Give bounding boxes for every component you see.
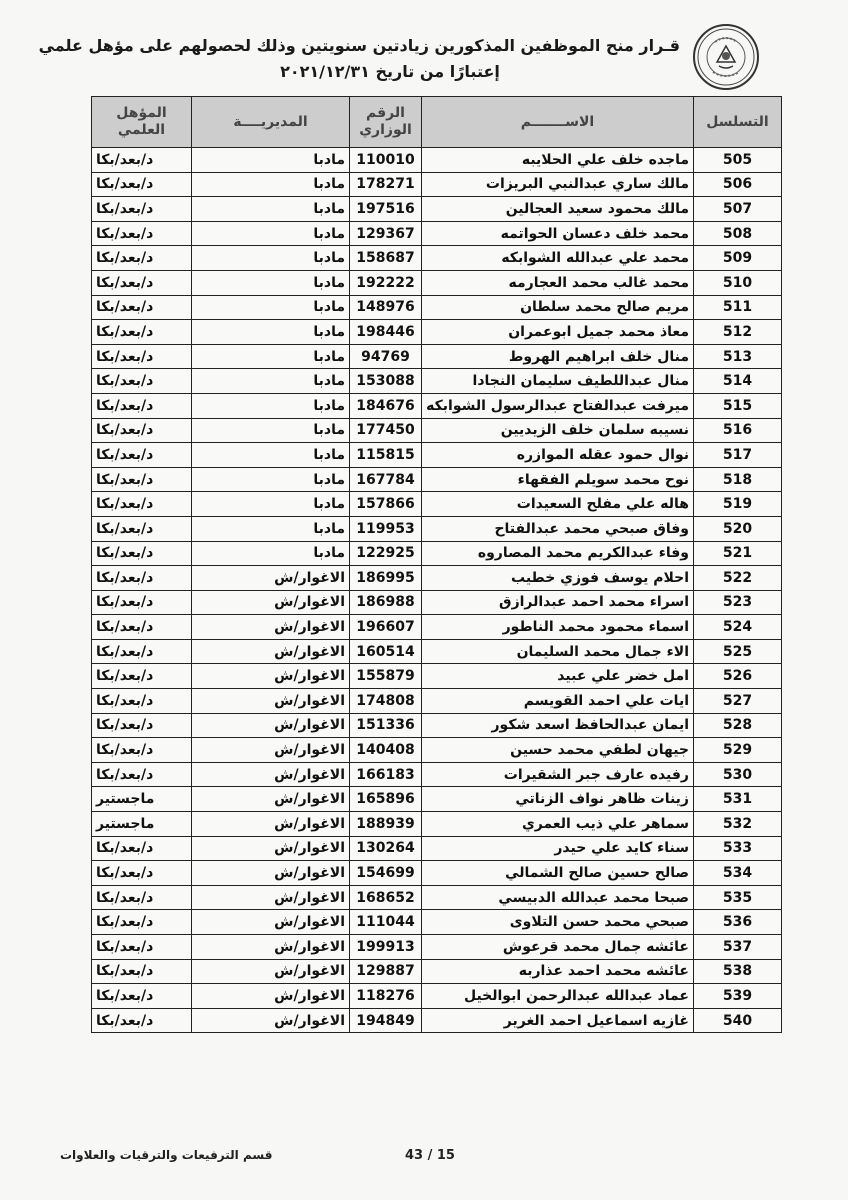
table-row bbox=[92, 787, 782, 812]
cell-seq: 531 bbox=[694, 787, 782, 812]
table-row bbox=[92, 910, 782, 935]
cell-qualification: د/بعد/بكا bbox=[92, 639, 192, 664]
cell-name: وفاء عبدالكريم محمد المصاروه bbox=[422, 541, 694, 566]
column-header-number-line1: الرقم bbox=[366, 105, 405, 121]
cell-qualification: د/بعد/بكا bbox=[92, 492, 192, 517]
cell-directorate: الاغوار/ش bbox=[192, 639, 350, 664]
cell-number: 174808 bbox=[350, 689, 422, 714]
cell-number: 115815 bbox=[350, 443, 422, 468]
cell-seq: 514 bbox=[694, 369, 782, 394]
table-body bbox=[92, 148, 782, 1033]
cell-name: الاء جمال محمد السليمان bbox=[422, 639, 694, 664]
cell-seq: 525 bbox=[694, 639, 782, 664]
cell-directorate: مادبا bbox=[192, 443, 350, 468]
cell-number: 130264 bbox=[350, 836, 422, 861]
cell-seq: 506 bbox=[694, 172, 782, 197]
cell-number: 118276 bbox=[350, 984, 422, 1009]
cell-number: 188939 bbox=[350, 812, 422, 837]
cell-directorate: مادبا bbox=[192, 197, 350, 222]
cell-number: 94769 bbox=[350, 344, 422, 369]
table-row bbox=[92, 590, 782, 615]
cell-name: جيهان لطفي محمد حسين bbox=[422, 738, 694, 763]
cell-seq: 527 bbox=[694, 689, 782, 714]
cell-seq: 530 bbox=[694, 762, 782, 787]
column-header-directorate: المديريــــة bbox=[192, 97, 350, 148]
table-row bbox=[92, 270, 782, 295]
column-header-number-line2: الوزاري bbox=[359, 122, 412, 138]
cell-name: عائشه جمال محمد قرعوش bbox=[422, 935, 694, 960]
cell-seq: 522 bbox=[694, 566, 782, 591]
column-header-name: الاســـــــم bbox=[422, 97, 694, 148]
cell-directorate: مادبا bbox=[192, 418, 350, 443]
cell-name: رفيده عارف جبر الشقيرات bbox=[422, 762, 694, 787]
cell-directorate: مادبا bbox=[192, 221, 350, 246]
cell-number: 160514 bbox=[350, 639, 422, 664]
cell-seq: 529 bbox=[694, 738, 782, 763]
cell-number: 158687 bbox=[350, 246, 422, 271]
cell-qualification: د/بعد/بكا bbox=[92, 320, 192, 345]
cell-directorate: الاغوار/ش bbox=[192, 738, 350, 763]
table-row bbox=[92, 197, 782, 222]
cell-name: اسراء محمد احمد عبدالرازق bbox=[422, 590, 694, 615]
cell-number: 177450 bbox=[350, 418, 422, 443]
table-row bbox=[92, 443, 782, 468]
table-row bbox=[92, 320, 782, 345]
cell-seq: 540 bbox=[694, 1008, 782, 1033]
cell-number: 186995 bbox=[350, 566, 422, 591]
cell-qualification: د/بعد/بكا bbox=[92, 836, 192, 861]
cell-directorate: مادبا bbox=[192, 172, 350, 197]
cell-directorate: مادبا bbox=[192, 320, 350, 345]
cell-qualification: د/بعد/بكا bbox=[92, 689, 192, 714]
table-row bbox=[92, 812, 782, 837]
cell-name: هاله علي مفلح السعيدات bbox=[422, 492, 694, 517]
table-row bbox=[92, 246, 782, 271]
table-header-row bbox=[92, 97, 782, 148]
cell-directorate: الاغوار/ش bbox=[192, 984, 350, 1009]
cell-seq: 507 bbox=[694, 197, 782, 222]
cell-seq: 508 bbox=[694, 221, 782, 246]
cell-qualification: د/بعد/بكا bbox=[92, 393, 192, 418]
cell-qualification: د/بعد/بكا bbox=[92, 910, 192, 935]
cell-directorate: الاغوار/ش bbox=[192, 885, 350, 910]
cell-directorate: الاغوار/ش bbox=[192, 812, 350, 837]
cell-directorate: الاغوار/ش bbox=[192, 615, 350, 640]
cell-seq: 517 bbox=[694, 443, 782, 468]
cell-qualification: د/بعد/بكا bbox=[92, 270, 192, 295]
cell-seq: 510 bbox=[694, 270, 782, 295]
cell-directorate: الاغوار/ش bbox=[192, 959, 350, 984]
cell-seq: 539 bbox=[694, 984, 782, 1009]
cell-qualification: د/بعد/بكا bbox=[92, 984, 192, 1009]
cell-seq: 532 bbox=[694, 812, 782, 837]
cell-name: صبحي محمد حسن التلاوى bbox=[422, 910, 694, 935]
cell-seq: 526 bbox=[694, 664, 782, 689]
cell-seq: 515 bbox=[694, 393, 782, 418]
cell-directorate: مادبا bbox=[192, 516, 350, 541]
table-row bbox=[92, 713, 782, 738]
cell-number: 110010 bbox=[350, 148, 422, 173]
cell-seq: 518 bbox=[694, 467, 782, 492]
cell-name: نسيبه سلمان خلف الزيديين bbox=[422, 418, 694, 443]
table-row bbox=[92, 935, 782, 960]
cell-seq: 516 bbox=[694, 418, 782, 443]
page-number: 43 / 15 bbox=[405, 1148, 455, 1163]
cell-number: 153088 bbox=[350, 369, 422, 394]
table-row bbox=[92, 344, 782, 369]
table-row bbox=[92, 762, 782, 787]
cell-seq: 519 bbox=[694, 492, 782, 517]
table-row bbox=[92, 148, 782, 173]
cell-qualification: د/بعد/بكا bbox=[92, 935, 192, 960]
cell-qualification: د/بعد/بكا bbox=[92, 172, 192, 197]
cell-directorate: الاغوار/ش bbox=[192, 935, 350, 960]
cell-name: نوال حمود عقله الموازره bbox=[422, 443, 694, 468]
cell-name: محمد غالب محمد العجارمه bbox=[422, 270, 694, 295]
cell-number: 129887 bbox=[350, 959, 422, 984]
cell-name: اسماء محمود محمد الناطور bbox=[422, 615, 694, 640]
cell-number: 154699 bbox=[350, 861, 422, 886]
cell-name: احلام يوسف فوزي خطيب bbox=[422, 566, 694, 591]
cell-directorate: الاغوار/ش bbox=[192, 1008, 350, 1033]
cell-qualification: د/بعد/بكا bbox=[92, 467, 192, 492]
cell-number: 155879 bbox=[350, 664, 422, 689]
cell-seq: 505 bbox=[694, 148, 782, 173]
cell-qualification: د/بعد/بكا bbox=[92, 615, 192, 640]
cell-name: صالح حسين صالح الشمالي bbox=[422, 861, 694, 886]
cell-directorate: مادبا bbox=[192, 148, 350, 173]
cell-number: 192222 bbox=[350, 270, 422, 295]
cell-seq: 521 bbox=[694, 541, 782, 566]
cell-name: سناء كايد علي حيدر bbox=[422, 836, 694, 861]
cell-name: ايمان عبدالحافظ اسعد شكور bbox=[422, 713, 694, 738]
cell-qualification: د/بعد/بكا bbox=[92, 221, 192, 246]
cell-name: ايات علي احمد القويسم bbox=[422, 689, 694, 714]
cell-name: مالك ساري عبدالنبي البريزات bbox=[422, 172, 694, 197]
cell-qualification: د/بعد/بكا bbox=[92, 713, 192, 738]
cell-qualification: د/بعد/بكا bbox=[92, 148, 192, 173]
table-row bbox=[92, 221, 782, 246]
cell-number: 140408 bbox=[350, 738, 422, 763]
cell-name: نوح محمد سويلم الفقهاء bbox=[422, 467, 694, 492]
table-row bbox=[92, 369, 782, 394]
cell-qualification: د/بعد/بكا bbox=[92, 861, 192, 886]
cell-qualification: د/بعد/بكا bbox=[92, 295, 192, 320]
employees-table bbox=[91, 96, 782, 1033]
column-header-qual-line1: المؤهل bbox=[116, 105, 167, 121]
cell-name: محمد خلف دعسان الحواتمه bbox=[422, 221, 694, 246]
ministry-seal-icon bbox=[693, 24, 759, 90]
cell-qualification: د/بعد/بكا bbox=[92, 590, 192, 615]
cell-name: امل خضر علي عبيد bbox=[422, 664, 694, 689]
cell-directorate: مادبا bbox=[192, 393, 350, 418]
cell-directorate: الاغوار/ش bbox=[192, 861, 350, 886]
column-header-qualification bbox=[92, 97, 192, 148]
cell-name: محمد علي عبدالله الشوابكه bbox=[422, 246, 694, 271]
cell-qualification: د/بعد/بكا bbox=[92, 1008, 192, 1033]
table-row bbox=[92, 566, 782, 591]
cell-number: 184676 bbox=[350, 393, 422, 418]
table-row bbox=[92, 689, 782, 714]
cell-number: 168652 bbox=[350, 885, 422, 910]
cell-qualification: د/بعد/بكا bbox=[92, 369, 192, 394]
cell-seq: 536 bbox=[694, 910, 782, 935]
cell-number: 186988 bbox=[350, 590, 422, 615]
cell-directorate: الاغوار/ش bbox=[192, 590, 350, 615]
table-row bbox=[92, 615, 782, 640]
cell-number: 165896 bbox=[350, 787, 422, 812]
cell-number: 122925 bbox=[350, 541, 422, 566]
footer-department: قسم الترفيعات والترقيات والعلاوات bbox=[60, 1148, 273, 1162]
cell-number: 198446 bbox=[350, 320, 422, 345]
table-row bbox=[92, 836, 782, 861]
cell-number: 194849 bbox=[350, 1008, 422, 1033]
cell-name: ميرفت عبدالفتاح عبدالرسول الشوابكه bbox=[422, 393, 694, 418]
column-header-number bbox=[350, 97, 422, 148]
table-row bbox=[92, 172, 782, 197]
cell-qualification: د/بعد/بكا bbox=[92, 738, 192, 763]
cell-directorate: مادبا bbox=[192, 541, 350, 566]
cell-name: غازيه اسماعيل احمد الغرير bbox=[422, 1008, 694, 1033]
table-row bbox=[92, 664, 782, 689]
table-row bbox=[92, 393, 782, 418]
cell-seq: 513 bbox=[694, 344, 782, 369]
cell-seq: 520 bbox=[694, 516, 782, 541]
cell-qualification: د/بعد/بكا bbox=[92, 197, 192, 222]
document-subtitle-date: إعتبارًا من تاريخ ٢٠٢١/١٢/٣١ bbox=[280, 62, 500, 81]
table-row bbox=[92, 861, 782, 886]
cell-name: منال خلف ابراهيم الهروط bbox=[422, 344, 694, 369]
cell-number: 157866 bbox=[350, 492, 422, 517]
table-row bbox=[92, 541, 782, 566]
cell-seq: 535 bbox=[694, 885, 782, 910]
cell-directorate: الاغوار/ش bbox=[192, 836, 350, 861]
cell-directorate: مادبا bbox=[192, 467, 350, 492]
table-row bbox=[92, 467, 782, 492]
cell-directorate: مادبا bbox=[192, 246, 350, 271]
cell-directorate: مادبا bbox=[192, 369, 350, 394]
cell-qualification: ماجستير bbox=[92, 812, 192, 837]
cell-directorate: مادبا bbox=[192, 295, 350, 320]
cell-number: 119953 bbox=[350, 516, 422, 541]
cell-directorate: الاغوار/ش bbox=[192, 566, 350, 591]
table-row bbox=[92, 1008, 782, 1033]
table-row bbox=[92, 885, 782, 910]
document-title: قـرار منح الموظفين المذكورين زيادتين سنويتين وذلك لحصولهم على مؤهل علمي bbox=[38, 36, 680, 55]
table-row bbox=[92, 418, 782, 443]
cell-seq: 528 bbox=[694, 713, 782, 738]
column-header-qual-line2: العلمي bbox=[117, 122, 166, 138]
cell-qualification: ماجستير bbox=[92, 787, 192, 812]
cell-seq: 523 bbox=[694, 590, 782, 615]
cell-name: صبحا محمد عبدالله الدبيسي bbox=[422, 885, 694, 910]
cell-directorate: الاغوار/ش bbox=[192, 664, 350, 689]
cell-name: مريم صالح محمد سلطان bbox=[422, 295, 694, 320]
cell-name: معاذ محمد جميل ابوعمران bbox=[422, 320, 694, 345]
table-row bbox=[92, 984, 782, 1009]
table-row bbox=[92, 516, 782, 541]
cell-number: 129367 bbox=[350, 221, 422, 246]
cell-directorate: مادبا bbox=[192, 492, 350, 517]
cell-qualification: د/بعد/بكا bbox=[92, 443, 192, 468]
table-row bbox=[92, 295, 782, 320]
table-row bbox=[92, 959, 782, 984]
cell-number: 199913 bbox=[350, 935, 422, 960]
table-row bbox=[92, 492, 782, 517]
cell-qualification: د/بعد/بكا bbox=[92, 541, 192, 566]
cell-number: 166183 bbox=[350, 762, 422, 787]
cell-number: 197516 bbox=[350, 197, 422, 222]
cell-number: 151336 bbox=[350, 713, 422, 738]
cell-number: 178271 bbox=[350, 172, 422, 197]
cell-number: 196607 bbox=[350, 615, 422, 640]
cell-seq: 534 bbox=[694, 861, 782, 886]
cell-seq: 512 bbox=[694, 320, 782, 345]
cell-name: ماجده خلف علي الحلايبه bbox=[422, 148, 694, 173]
cell-name: وفاق صبحي محمد عبدالفتاح bbox=[422, 516, 694, 541]
cell-seq: 537 bbox=[694, 935, 782, 960]
cell-name: زينات ظاهر نواف الزناتي bbox=[422, 787, 694, 812]
cell-name: عائشه محمد احمد عذاربه bbox=[422, 959, 694, 984]
cell-qualification: د/بعد/بكا bbox=[92, 344, 192, 369]
cell-number: 148976 bbox=[350, 295, 422, 320]
cell-name: منال عبداللطيف سليمان النجادا bbox=[422, 369, 694, 394]
cell-qualification: د/بعد/بكا bbox=[92, 762, 192, 787]
cell-name: مالك محمود سعيد العجالين bbox=[422, 197, 694, 222]
cell-qualification: د/بعد/بكا bbox=[92, 418, 192, 443]
cell-directorate: مادبا bbox=[192, 344, 350, 369]
cell-number: 167784 bbox=[350, 467, 422, 492]
table-row bbox=[92, 738, 782, 763]
cell-name: سماهر علي ذيب العمري bbox=[422, 812, 694, 837]
cell-seq: 511 bbox=[694, 295, 782, 320]
cell-number: 111044 bbox=[350, 910, 422, 935]
cell-directorate: الاغوار/ش bbox=[192, 910, 350, 935]
cell-directorate: الاغوار/ش bbox=[192, 762, 350, 787]
cell-qualification: د/بعد/بكا bbox=[92, 885, 192, 910]
cell-seq: 533 bbox=[694, 836, 782, 861]
table-row bbox=[92, 639, 782, 664]
cell-directorate: الاغوار/ش bbox=[192, 787, 350, 812]
cell-name: عماد عبدالله عبدالرحمن ابوالخيل bbox=[422, 984, 694, 1009]
cell-qualification: د/بعد/بكا bbox=[92, 959, 192, 984]
cell-directorate: مادبا bbox=[192, 270, 350, 295]
cell-directorate: الاغوار/ش bbox=[192, 713, 350, 738]
cell-seq: 509 bbox=[694, 246, 782, 271]
cell-qualification: د/بعد/بكا bbox=[92, 664, 192, 689]
column-header-seq: التسلسل bbox=[694, 97, 782, 148]
cell-qualification: د/بعد/بكا bbox=[92, 516, 192, 541]
cell-seq: 538 bbox=[694, 959, 782, 984]
cell-seq: 524 bbox=[694, 615, 782, 640]
cell-qualification: د/بعد/بكا bbox=[92, 566, 192, 591]
cell-directorate: الاغوار/ش bbox=[192, 689, 350, 714]
cell-qualification: د/بعد/بكا bbox=[92, 246, 192, 271]
